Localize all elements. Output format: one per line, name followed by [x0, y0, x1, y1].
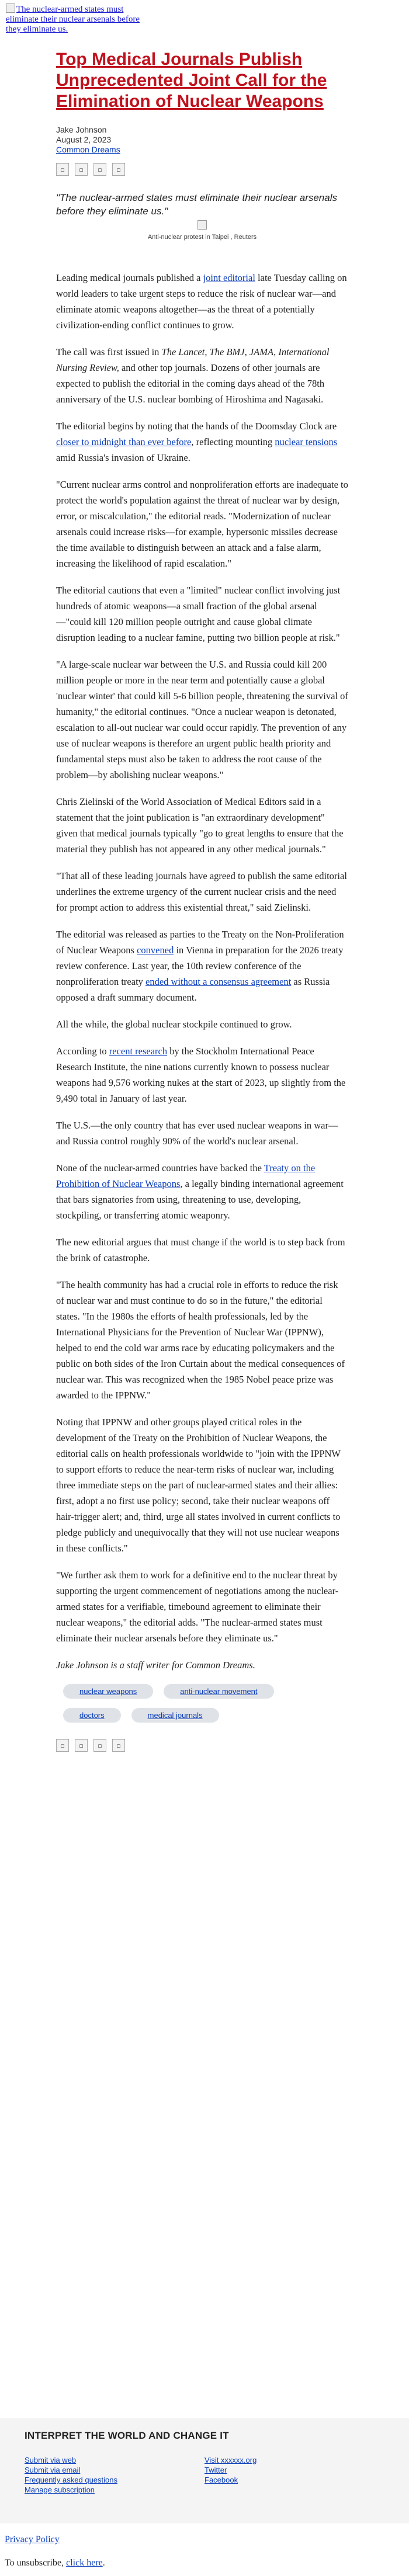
paragraph: "A large-scale nuclear war between the U.S. and Russia could kill 200 million people or more in the near term and potentially cause a global 'nuclear winter' that could kill 5-6 billion people, threatening the survival of humanity," the editorial continues. "Once a nuclear weapon is detonated, escalation to all-out nuclear war could occur rapidly. The prevention of any use of nuclear weapons is therefore an urgent public health priority and fundamental steps must also be taken to address the root cause of the problem—by abolishing nuclear weapons." — [56, 659, 348, 780]
share-bar-bottom — [56, 1739, 348, 1752]
facebook-link[interactable]: Facebook — [204, 2476, 238, 2484]
footer-right-links — [204, 2455, 257, 2485]
twitter-share-icon[interactable]: ▫ — [75, 163, 88, 176]
header-banner-image[interactable] — [6, 4, 152, 39]
privacy-policy-link[interactable]: Privacy Policy — [5, 2535, 60, 2544]
article-body — [56, 270, 348, 1673]
broken-image-icon — [6, 4, 15, 13]
photo-placeholder-icon — [197, 220, 207, 230]
share-bar-top — [56, 163, 348, 176]
paragraph: "That all of these leading journals have agreed to publish the same editorial underlines the extreme urgency of the current nuclear crisis and the need for prompt action to address this existential threat," said Zielinski. — [56, 870, 347, 913]
paragraph: All the while, the global nuclear stockpile continued to grow. — [56, 1019, 292, 1030]
paragraph: The editorial was released as parties to the Treaty on the Non-Proliferation of Nuclear Weapons convened in Vienna in preparation for the 2026 treaty review conference. Last year, the 10th review conference of the nonproliferation treaty ended without a consensus agreement as Russia opposed a draft summary document. — [56, 929, 344, 1003]
legal-footer — [5, 2535, 105, 2568]
paragraph: "The health community has had a crucial role in efforts to reduce the risk of nuclear war and must continue to do so in the future," the editorial states. "In the 1980s the efforts of health professionals, led by the International Physicians for the Prevention of Nuclear War (IPPNW), helped to end the cold war arms race by educating policymakers and the public on both sides of the Iron Curtain about the medical consequences of nuclear war. This was recognized when the 1985 Nobel peace prize was awarded to the IPPNW." — [56, 1279, 345, 1401]
article-meta — [56, 125, 348, 155]
footer-heading: INTERPRET THE WORLD AND CHANGE IT — [25, 2430, 229, 2441]
paragraph: Chris Zielinski of the World Association of Medical Editors said in a statement that the joint publication is "an extraordinary development" given that medical journals typically "go to great lengths to ensure that the material they publish has not appeared in any other medical journals." — [56, 796, 344, 855]
convened-link[interactable]: convened — [137, 945, 174, 956]
paragraph: The new editorial argues that must change if the world is to step back from the brink of catastrophe. — [56, 1237, 345, 1263]
pull-quote: "The nuclear-armed states must eliminate their nuclear arsenals before they eliminate us." — [56, 192, 337, 217]
article-container — [56, 49, 348, 1752]
nuclear-tensions-link[interactable]: nuclear tensions — [275, 436, 338, 447]
visit-site-link[interactable]: Visit xxxxxx.org — [204, 2456, 257, 2464]
manage-subscription-link[interactable]: Manage subscription — [25, 2485, 95, 2494]
paragraph: The editorial begins by noting that the hands of the Doomsday Clock are closer to midnight than ever before, reflecting mounting nuclear tensions amid Russia's invasion of Ukraine. — [56, 421, 338, 463]
treaty-prohibition-link[interactable]: Treaty on the Prohibition of Nuclear Weapons — [56, 1162, 316, 1189]
paragraph: According to recent research by the Stockholm International Peace Research Institute, the nine nations currently known to possess nuclear weapons had 9,576 working nukes at the start of 2023, up slightly from the 9,490 total in January of last year. — [56, 1046, 346, 1104]
header-image-alt: The nuclear-armed states must eliminate their nuclear arsenals before they eliminate us. — [6, 5, 140, 34]
paragraph: The editorial cautions that even a "limited" nuclear conflict involving just hundreds of atomic weapons—a small fraction of the global arsenal—"could kill 120 million people outright and cause global climate disruption leading to a nuclear famine, putting two billion people at risk." — [56, 585, 341, 643]
publish-date: August 2, 2023 — [56, 135, 112, 144]
twitter-link[interactable]: Twitter — [204, 2466, 227, 2474]
paragraph: The call was first issued in The Lancet, The BMJ, JAMA, International Nursing Review, and other top journals. Dozens of other journals are expected to publish the editorial in the coming days ahead of the 78th anniversary of the U.S. nuclear bombing of Hiroshima and Nagasaki. — [56, 346, 330, 405]
submit-web-link[interactable]: Submit via web — [25, 2456, 77, 2464]
faq-link[interactable]: Frequently asked questions — [25, 2476, 117, 2484]
tag-doctors[interactable]: doctors — [63, 1708, 121, 1723]
paragraph: "Current nuclear arms control and nonproliferation efforts are inadequate to protect the world's population against the threat of nuclear war by design, error, or miscalculation," the editorial reads. "Modernization of nuclear arsenals could increase risks—for example, hypersonic missiles decrease the time available to distinguish between an attack and a false alarm, increasing the likelihood of rapid escalation." — [56, 479, 348, 569]
author-name: Jake Johnson — [56, 125, 107, 134]
joint-editorial-link[interactable]: joint editorial — [203, 272, 255, 283]
unsubscribe-line: To unsubscribe, click here. — [5, 2558, 105, 2568]
paragraph: "We further ask them to work for a definitive end to the nuclear threat by supporting the urgent commencement of negotiations among the nuclear-armed states for a verifiable, timebound agreement to eliminate their nuclear weapons," the editorial adds. "The nuclear-armed states must eliminate their nuclear arsenals before they eliminate us." — [56, 1570, 339, 1644]
unsubscribe-link[interactable]: click here — [66, 2558, 103, 2568]
email-share-icon[interactable]: ▫ — [93, 163, 106, 176]
author-byline: Jake Johnson is a staff writer for Common Dreams. — [56, 1660, 255, 1671]
submit-email-link[interactable]: Submit via email — [25, 2466, 81, 2474]
footer-left-links — [25, 2455, 117, 2495]
paragraph: Noting that IPPNW and other groups played critical roles in the development of the Treaty on the Prohibition of Nuclear Weapons, the editorial calls on health professionals worldwide to "join with the IPPNW to support efforts to reduce the near-term risks of nuclear war, including three immediate steps on the part of nuclear-armed states and their allies: first, adopt a no first use policy; second, take their nuclear weapons off hair-trigger alert; and, third, urge all states involved in current conflicts to pledge publicly and unequivocally that they will not use nuclear weapons in these conflicts." — [56, 1417, 341, 1554]
paragraph: Leading medical journals published a joint editorial late Tuesday calling on world leaders to take urgent steps to reduce the risk of nuclear war—and eliminate atomic weapons altogether—as the threat of a potentially civilization-ending conflict continues to grow. — [56, 272, 347, 331]
article-photo — [56, 220, 348, 232]
tag-anti-nuclear-movement[interactable]: anti-nuclear movement — [164, 1684, 273, 1699]
no-consensus-link[interactable]: ended without a consensus agreement — [145, 976, 292, 987]
twitter-share-icon[interactable]: ▫ — [75, 1739, 88, 1752]
print-share-icon[interactable]: ▫ — [112, 163, 125, 176]
paragraph: None of the nuclear-armed countries have backed the Treaty on the Prohibition of Nuclear Weapons, a legally binding international agreement that bars signatories from using, threatening to use, developing, stockpiling, or transferring atomic weaponry. — [56, 1162, 344, 1221]
photo-caption: Anti-nuclear protest in Taipei , Reuters — [147, 234, 257, 241]
facebook-share-icon[interactable]: ▫ — [56, 1739, 69, 1752]
email-share-icon[interactable]: ▫ — [93, 1739, 106, 1752]
source-link[interactable]: Common Dreams — [56, 145, 120, 154]
article-title[interactable]: Top Medical Journals Publish Unprecedented Joint Call for the Elimination of Nuclear Weapons — [56, 50, 327, 111]
newsletter-footer — [0, 2418, 409, 2523]
recent-research-link[interactable]: recent research — [109, 1046, 168, 1057]
tag-list — [56, 1684, 309, 1723]
print-share-icon[interactable]: ▫ — [112, 1739, 125, 1752]
facebook-share-icon[interactable]: ▫ — [56, 163, 69, 176]
doomsday-clock-link[interactable]: closer to midnight than ever before — [56, 436, 192, 447]
tag-nuclear-weapons[interactable]: nuclear weapons — [63, 1684, 153, 1699]
paragraph: The U.S.—the only country that has ever used nuclear weapons in war—and Russia control roughly 90% of the world's nuclear arsenal. — [56, 1120, 338, 1147]
tag-medical-journals[interactable]: medical journals — [131, 1708, 219, 1723]
